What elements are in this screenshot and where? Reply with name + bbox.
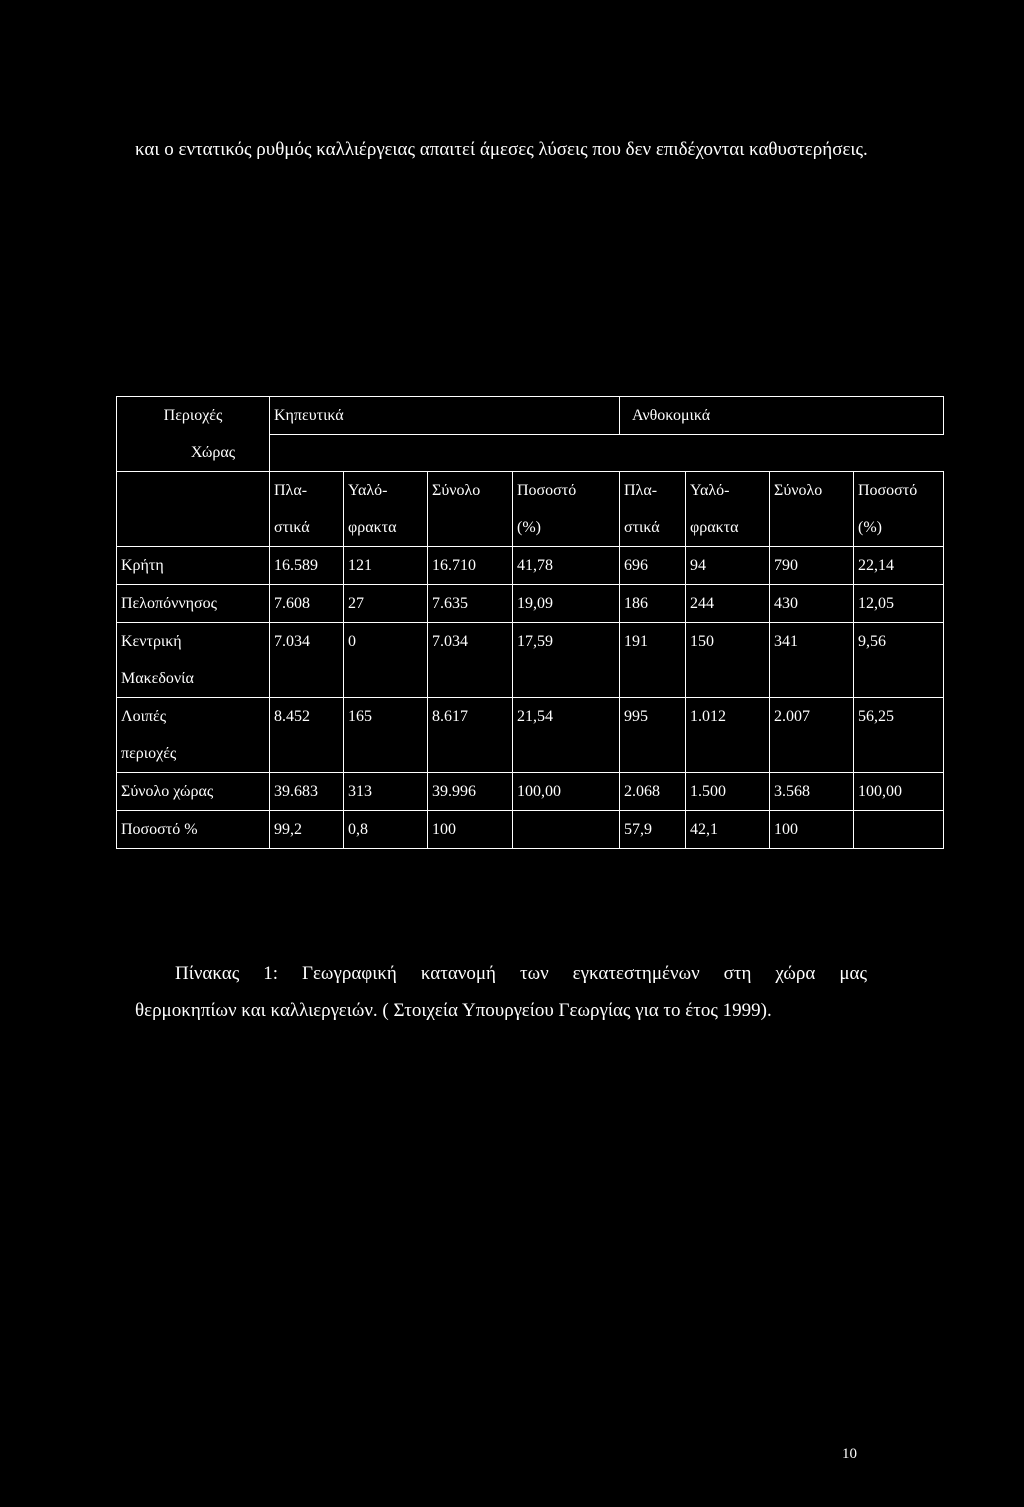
sub-plastic-line1: Πλα- <box>274 482 308 499</box>
region-header-cell <box>117 397 270 472</box>
value-cell-v-total: 7.635 <box>428 585 513 623</box>
value-cell-v-pct: 100,00 <box>513 773 620 811</box>
subheader-flo-plastic <box>620 472 686 547</box>
value-cell-f-plastic: 191 <box>620 623 686 698</box>
caption-line2: θερμοκηπίων και καλλιεργειών. ( Στοιχεία Υπουργείου Γεωργίας για το έτος 1999). <box>135 1000 772 1021</box>
region-cell <box>117 811 270 849</box>
value-cell-f-plastic: 2.068 <box>620 773 686 811</box>
value-cell-f-total: 341 <box>770 623 854 698</box>
value-cell-v-plastic: 7.608 <box>270 585 344 623</box>
value-cell-v-pct: 19,09 <box>513 585 620 623</box>
region-name: Λοιπές <box>121 708 167 725</box>
value-cell-v-glass: 27 <box>344 585 428 623</box>
caption-line1: Πίνακας 1: Γεωγραφική κατανομή των εγκατεστημένων στη χώρα μας <box>175 963 867 984</box>
subheader-veg-percent <box>513 472 620 547</box>
table-row <box>117 811 944 849</box>
sub-percent-line2: (%) <box>858 519 882 536</box>
region-name: Σύνολο χώρας <box>121 783 214 800</box>
value-cell-f-glass: 244 <box>686 585 770 623</box>
sub-plastic-line2: στικά <box>624 519 660 536</box>
sub-percent-line2: (%) <box>517 519 541 536</box>
table-subheader-row <box>117 472 944 547</box>
value-cell-v-glass: 0 <box>344 623 428 698</box>
value-cell-v-total: 16.710 <box>428 547 513 585</box>
value-cell-f-total: 790 <box>770 547 854 585</box>
value-cell-v-plastic: 99,2 <box>270 811 344 849</box>
group-vegetables-label: Κηπευτικά <box>274 407 344 424</box>
greenhouse-distribution-table <box>116 396 943 849</box>
value-cell-f-total: 3.568 <box>770 773 854 811</box>
data-table <box>116 396 944 849</box>
subheader-veg-glass <box>344 472 428 547</box>
value-cell-f-pct: 56,25 <box>854 698 944 773</box>
table-row <box>117 585 944 623</box>
table-row <box>117 623 944 698</box>
sub-plastic-line1: Πλα- <box>624 482 658 499</box>
value-cell-f-pct: 22,14 <box>854 547 944 585</box>
value-cell-f-plastic: 57,9 <box>620 811 686 849</box>
value-cell-f-glass: 94 <box>686 547 770 585</box>
table-caption <box>135 955 867 1029</box>
value-cell-v-total: 8.617 <box>428 698 513 773</box>
header-spacer <box>270 435 944 472</box>
region-header-line2: Χώρας <box>190 444 236 461</box>
value-cell-f-pct: 9,56 <box>854 623 944 698</box>
value-cell-f-total: 2.007 <box>770 698 854 773</box>
value-cell-v-glass: 313 <box>344 773 428 811</box>
region-name: Κεντρική <box>121 633 182 650</box>
value-cell-v-total: 39.996 <box>428 773 513 811</box>
table-row <box>117 698 944 773</box>
group-header-vegetables <box>270 397 620 435</box>
value-cell-f-pct: 100,00 <box>854 773 944 811</box>
value-cell-f-glass: 1.012 <box>686 698 770 773</box>
value-cell-f-glass: 1.500 <box>686 773 770 811</box>
value-cell-v-pct: 17,59 <box>513 623 620 698</box>
value-cell-f-pct: 12,05 <box>854 585 944 623</box>
value-cell-v-total: 100 <box>428 811 513 849</box>
region-cell <box>117 698 270 773</box>
table-row <box>117 773 944 811</box>
value-cell-v-pct: 21,54 <box>513 698 620 773</box>
sub-total-label: Σύνολο <box>432 482 481 499</box>
value-cell-f-total: 430 <box>770 585 854 623</box>
group-header-flowers <box>620 397 944 435</box>
intro-paragraph: και ο εντατικός ρυθμός καλλιέργειας απαιτεί άμεσες λύσεις που δεν επιδέχονται καθυστερήσεις. <box>135 139 868 160</box>
region-name-line2: περιοχές <box>121 745 177 762</box>
sub-glass-line2: φρακτα <box>348 519 397 536</box>
sub-glass-line1: Υαλό- <box>348 482 388 499</box>
subheader-flo-percent <box>854 472 944 547</box>
subheader-flo-total <box>770 472 854 547</box>
value-cell-f-plastic: 696 <box>620 547 686 585</box>
region-name: Ποσοστό % <box>121 821 198 838</box>
value-cell-v-total: 7.034 <box>428 623 513 698</box>
region-name: Πελοπόννησος <box>121 595 217 612</box>
value-cell-v-pct <box>513 811 620 849</box>
value-cell-v-plastic: 7.034 <box>270 623 344 698</box>
value-cell-v-glass: 0,8 <box>344 811 428 849</box>
page-number: 10 <box>842 1446 857 1462</box>
sub-glass-line2: φρακτα <box>690 519 739 536</box>
value-cell-f-plastic: 995 <box>620 698 686 773</box>
value-cell-f-pct <box>854 811 944 849</box>
region-cell <box>117 773 270 811</box>
value-cell-v-glass: 121 <box>344 547 428 585</box>
group-flowers-label: Ανθοκομικά <box>632 407 711 424</box>
sub-percent-line1: Ποσοστό <box>858 482 918 499</box>
value-cell-v-plastic: 39.683 <box>270 773 344 811</box>
subheader-empty-cell <box>117 472 270 547</box>
value-cell-f-glass: 42,1 <box>686 811 770 849</box>
value-cell-f-total: 100 <box>770 811 854 849</box>
subheader-flo-glass <box>686 472 770 547</box>
value-cell-f-plastic: 186 <box>620 585 686 623</box>
sub-plastic-line2: στικά <box>274 519 310 536</box>
table-row <box>117 547 944 585</box>
region-name-line2: Μακεδονία <box>121 670 194 687</box>
value-cell-v-pct: 41,78 <box>513 547 620 585</box>
value-cell-v-plastic: 16.589 <box>270 547 344 585</box>
region-name: Κρήτη <box>121 557 164 574</box>
value-cell-v-glass: 165 <box>344 698 428 773</box>
region-cell <box>117 547 270 585</box>
value-cell-v-plastic: 8.452 <box>270 698 344 773</box>
subheader-veg-total <box>428 472 513 547</box>
value-cell-f-glass: 150 <box>686 623 770 698</box>
region-cell <box>117 585 270 623</box>
sub-percent-line1: Ποσοστό <box>517 482 577 499</box>
subheader-veg-plastic <box>270 472 344 547</box>
table-header-row-1 <box>117 397 944 435</box>
sub-total-label: Σύνολο <box>774 482 823 499</box>
region-header-line1: Περιοχές <box>163 407 223 424</box>
region-cell <box>117 623 270 698</box>
sub-glass-line1: Υαλό- <box>690 482 730 499</box>
